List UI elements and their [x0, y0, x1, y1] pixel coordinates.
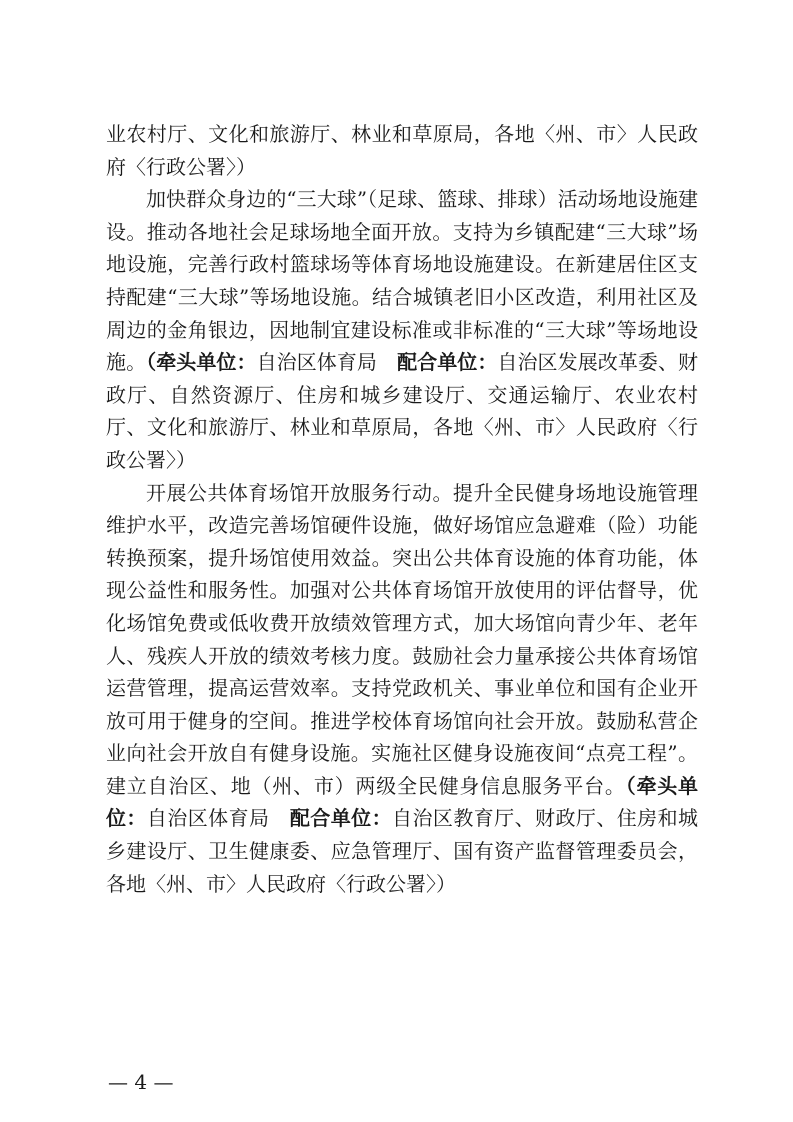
- co-unit-label: 配合单位：: [397, 350, 498, 375]
- paragraph-text: 开展公共体育场馆开放服务行动。提升全民健身场地设施管理维护水平，改造完善场馆硬件设施，做好场馆应急避难（险）功能转换预案，提升场馆使用效益。突出公共体育设施的体育功能，体现公益性和服务性。加强对公共体育场馆开放使用的评估督导，优化场馆免费或低收费开放绩效管理方式，加大场馆向青少年、老年人、残疾人开放的绩效考核力度。鼓励社会力量承接公共体育场馆运营管理，提高运营效率。支持党政机关、事业单位和国有企业开放可用于健身的空间。推进学校体育场馆向社会开放。鼓励私营企业向社会开放自有健身设施。实施社区健身设施夜间“点亮工程”。建立自治区、地（州、市）两级全民健身信息服务平台。: [106, 480, 698, 798]
- paragraph-text: 加快群众身边的“三大球”（足球、篮球、排球）活动场地设施建设。推动各地社会足球场地全面开放。支持为乡镇配建“三大球”场地设施，完善行政村篮球场等体育场地设施建设。在新建居住区支持配建“三大球”等场地设施。结合城镇老旧小区改造，利用社区及周边的金角银边，因地制宜建设标准或非标准的“三大球”等场地设施。: [106, 187, 698, 375]
- document-body: [106, 118, 698, 900]
- paragraph-venue-opening: [106, 477, 698, 901]
- co-unit-value: 自治区教育厅、财政厅、住房和城乡建设厅、卫生健康委、应急管理厅、国有资产监督管理委员会，各地〈州、市〉人民政府〈行政公署〉）: [106, 806, 699, 896]
- paragraph-continuation: [106, 118, 698, 183]
- lead-unit-value: 自治区体育局: [256, 350, 377, 375]
- co-unit-value: 自治区发展改革委、财政厅、自然资源厅、住房和城乡建设厅、交通运输厅、农业农村厅、文化和旅游厅、林业和草原局，各地〈州、市〉人民政府〈行政公署〉）: [106, 350, 699, 472]
- paragraph-three-balls: [106, 183, 698, 476]
- paragraph-text: 业农村厅、文化和旅游厅、林业和草原局，各地〈州、市〉人民政府〈行政公署〉）: [106, 122, 698, 179]
- co-unit-label: 配合单位：: [289, 806, 393, 831]
- lead-unit-label: （牵头单位：: [146, 350, 257, 375]
- lead-unit-label: （牵头单位：: [106, 773, 699, 831]
- lead-unit-value: 自治区体育局: [146, 806, 270, 831]
- page-number: — 4 —: [108, 1070, 174, 1094]
